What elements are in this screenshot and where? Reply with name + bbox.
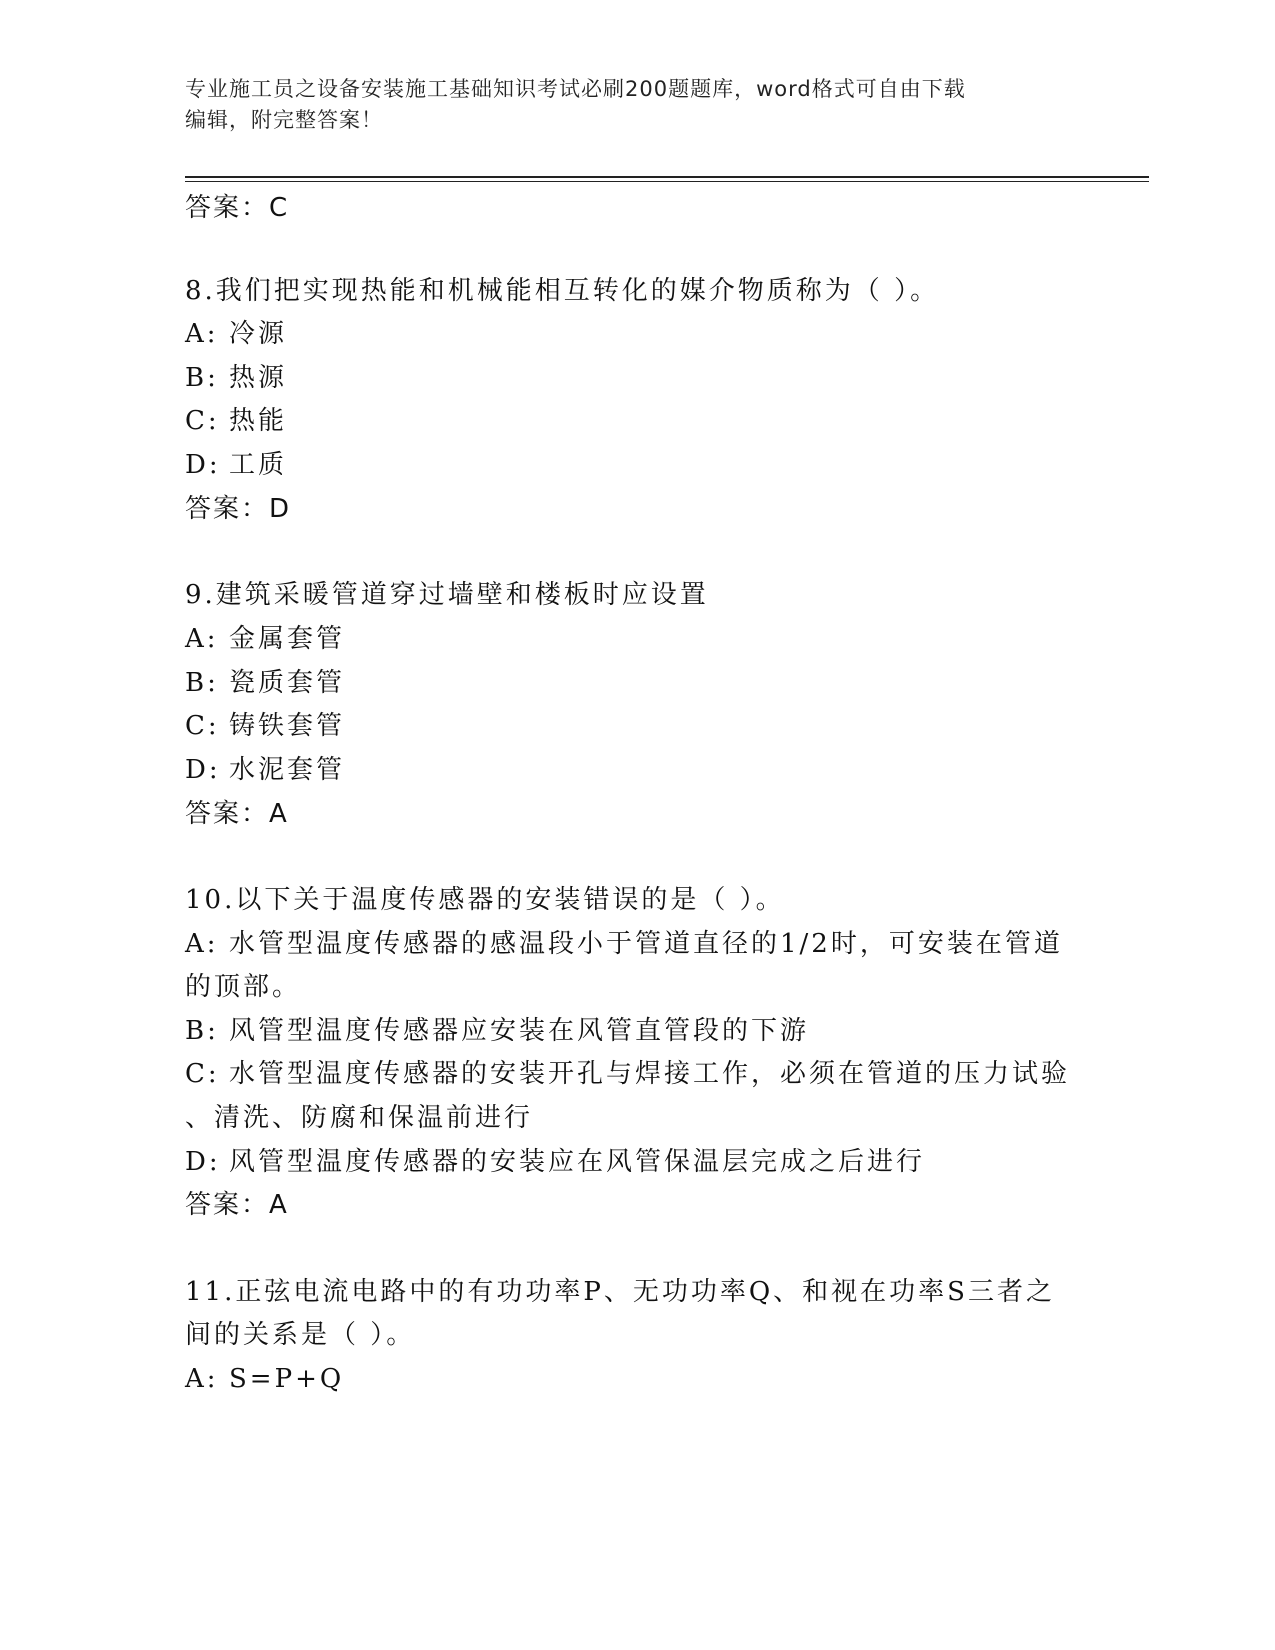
option-text: 工质	[229, 450, 288, 480]
option-text: 热源	[229, 363, 288, 393]
option-d	[185, 755, 345, 785]
answer-line: 答案：A	[185, 1190, 289, 1220]
option-text: 风管型温度传感器的安装应在风管保温层完成之后进行	[229, 1147, 926, 1177]
option-a	[185, 624, 345, 654]
option-d	[185, 450, 287, 480]
question-stem: 9.建筑采暖管道穿过墙壁和楼板时应设置	[185, 580, 709, 610]
option-letter: C:	[185, 711, 220, 741]
option-letter: A:	[185, 1364, 219, 1394]
option-text: 冷源	[229, 319, 288, 349]
option-text: 风管型温度传感器应安装在风管直管段的下游	[229, 1016, 810, 1046]
option-c	[185, 711, 345, 741]
question-stem: 11.正弦电流电路中的有功功率P、无功功率Q、和视在功率S三者之	[185, 1277, 1055, 1307]
option-letter: D:	[185, 450, 221, 480]
answer-line: 答案：C	[185, 193, 290, 223]
answer-line: 答案：A	[185, 799, 289, 829]
option-text: 热能	[229, 406, 288, 436]
option-letter: C:	[185, 1059, 220, 1089]
option-text: 水管型温度传感器的感温段小于管道直径的1/2时，可安装在管道	[229, 929, 1063, 959]
option-letter: D:	[185, 1147, 221, 1177]
option-letter: A:	[185, 319, 219, 349]
header-rule	[185, 176, 1149, 178]
option-b	[185, 1016, 809, 1046]
option-letter: C:	[185, 406, 220, 436]
answer-line: 答案：D	[185, 494, 292, 524]
option-letter: A:	[185, 624, 219, 654]
option-letter: B:	[185, 668, 219, 698]
option-c-continued: 、清洗、防腐和保温前进行	[185, 1103, 534, 1133]
option-a-continued: 的顶部。	[185, 972, 302, 1002]
question-stem: 8.我们把实现热能和机械能相互转化的媒介物质称为（ ）。	[185, 276, 940, 306]
option-a	[185, 929, 1063, 959]
option-c	[185, 1059, 1070, 1089]
page-header	[185, 74, 1085, 136]
option-d	[185, 1147, 925, 1177]
option-text: 水泥套管	[229, 755, 346, 785]
header-line-1: 专业施工员之设备安装施工基础知识考试必刷200题题库，word格式可自由下载	[185, 77, 966, 101]
option-c	[185, 406, 287, 436]
option-letter: A:	[185, 929, 219, 959]
option-b	[185, 668, 345, 698]
question-stem-continued: 间的关系是（ ）。	[185, 1320, 416, 1350]
option-b	[185, 363, 287, 393]
option-text: 铸铁套管	[229, 711, 346, 741]
option-a	[185, 1364, 344, 1394]
header-line-2: 编辑，附完整答案！	[185, 108, 383, 132]
header-rule-thin	[185, 181, 1149, 182]
option-text: 金属套管	[229, 624, 346, 654]
question-stem: 10.以下关于温度传感器的安装错误的是（ ）。	[185, 885, 785, 915]
option-a	[185, 319, 287, 349]
option-letter: B:	[185, 1016, 219, 1046]
option-text: S=P+Q	[229, 1364, 345, 1394]
option-letter: D:	[185, 755, 221, 785]
option-letter: B:	[185, 363, 219, 393]
option-text: 水管型温度传感器的安装开孔与焊接工作，必须在管道的压力试验	[229, 1059, 1071, 1089]
option-text: 瓷质套管	[229, 668, 346, 698]
